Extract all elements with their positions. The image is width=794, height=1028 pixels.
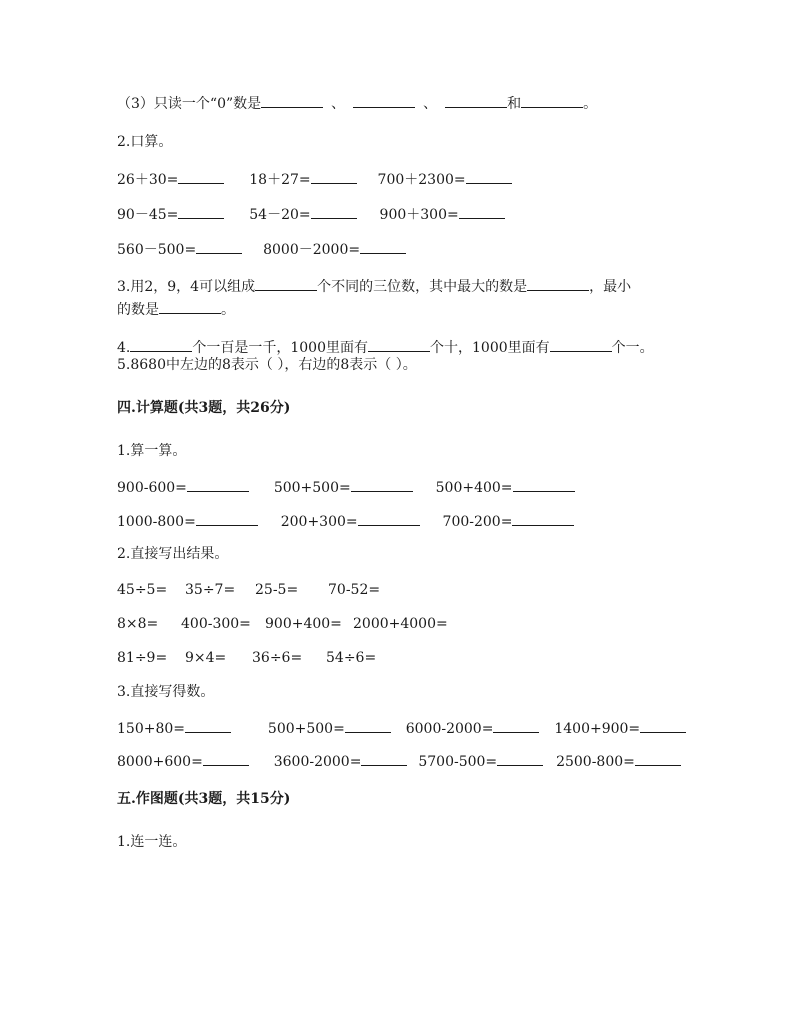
q3-separator: 、 [423, 96, 438, 112]
answer-blank[interactable] [185, 717, 231, 733]
problem: 36÷6= [252, 650, 303, 666]
problem: 6000-2000= [405, 721, 494, 737]
q3-statement [117, 275, 631, 321]
answer-blank[interactable] [466, 168, 512, 184]
answer-blank[interactable] [550, 336, 612, 352]
problem: 35÷7= [185, 582, 236, 598]
text: 个一百是一千，1000里面有 [192, 340, 368, 356]
answer-blank[interactable] [255, 275, 317, 291]
answer-blank[interactable] [311, 168, 357, 184]
problem: 900＋300= [379, 207, 459, 223]
text: 3.用2，9，4可以组成 [117, 279, 256, 295]
answer-blank[interactable] [360, 238, 406, 254]
problem: 700＋2300= [377, 172, 466, 188]
problem: 400-300= [181, 616, 251, 632]
answer-blank[interactable] [368, 336, 430, 352]
answer-blank[interactable] [445, 92, 507, 108]
c2-row-3 [117, 648, 376, 668]
s2-row-3 [117, 238, 406, 260]
problem: 54－20= [249, 207, 311, 223]
problem: 26＋30= [117, 172, 179, 188]
s2-row-2 [117, 203, 505, 225]
problem: 3600-2000= [273, 754, 362, 770]
c1-row-2 [117, 510, 574, 532]
problem: 90－45= [117, 207, 179, 223]
answer-blank[interactable] [493, 717, 539, 733]
text: 4. [117, 340, 131, 356]
answer-blank[interactable] [353, 92, 415, 108]
problem: 5700-500= [418, 754, 498, 770]
answer-blank[interactable] [358, 510, 420, 526]
q5-statement: 5.8680中左边的8表示（ ），右边的8表示（ ）。 [117, 357, 417, 373]
answer-blank[interactable] [345, 717, 391, 733]
problem: 500+400= [435, 480, 513, 496]
answer-blank[interactable] [497, 750, 543, 766]
problem: 500+500= [273, 480, 351, 496]
problem: 18＋27= [249, 172, 311, 188]
answer-blank[interactable] [640, 717, 686, 733]
answer-blank[interactable] [130, 336, 192, 352]
q3-and: 和 [507, 96, 522, 112]
problem: 54÷6= [326, 650, 377, 666]
answer-blank[interactable] [178, 203, 224, 219]
problem: 1000-800= [117, 514, 196, 530]
q3-separator: 、 [331, 96, 346, 112]
s2-row-1 [117, 168, 512, 190]
text: 个一。 [611, 340, 654, 356]
answer-blank[interactable] [159, 298, 221, 314]
problem: 500+500= [267, 721, 345, 737]
calc-2-title: 2.直接写出结果。 [117, 546, 229, 562]
c2-row-2 [117, 614, 448, 634]
c1-row-1 [117, 476, 575, 498]
answer-blank[interactable] [203, 750, 249, 766]
problem: 2500-800= [556, 754, 635, 770]
text: 个十，1000里面有 [430, 340, 550, 356]
answer-blank[interactable] [513, 476, 575, 492]
answer-blank[interactable] [196, 238, 242, 254]
problem: 2000+4000= [353, 616, 448, 632]
problem: 8000－2000= [263, 242, 361, 258]
c3-row-1 [117, 717, 686, 739]
answer-blank[interactable] [635, 750, 681, 766]
draw-1-title: 1.连一连。 [117, 834, 187, 850]
problem: 25-5= [255, 582, 299, 598]
answer-blank[interactable] [521, 92, 583, 108]
answer-blank[interactable] [196, 510, 258, 526]
problem: 45÷5= [117, 582, 168, 598]
problem: 900+400= [265, 616, 342, 632]
answer-blank[interactable] [261, 92, 323, 108]
c3-row-2 [117, 750, 681, 772]
problem: 900-600= [117, 480, 187, 496]
problem: 81÷9= [117, 650, 168, 666]
section-4-heading: 四.计算题(共3题，共26分) [117, 400, 291, 416]
q3-prefix: （3）只读一个“0”数是 [117, 96, 262, 112]
problem: 9×4= [185, 650, 227, 666]
answer-blank[interactable] [512, 510, 574, 526]
q3-line [117, 92, 597, 114]
c2-row-1 [117, 580, 380, 600]
problem: 8000+600= [117, 754, 203, 770]
answer-blank[interactable] [178, 168, 224, 184]
problem: 8×8= [117, 616, 159, 632]
section-5-heading: 五.作图题(共3题，共15分) [117, 791, 291, 807]
problem: 560－500= [117, 242, 197, 258]
problem: 1400+900= [554, 721, 641, 737]
answer-blank[interactable] [459, 203, 505, 219]
calc-3-title: 3.直接写得数。 [117, 684, 215, 700]
q3-end: 。 [583, 96, 598, 112]
answer-blank[interactable] [351, 476, 413, 492]
answer-blank[interactable] [527, 275, 589, 291]
answer-blank[interactable] [361, 750, 407, 766]
problem: 200+300= [280, 514, 358, 530]
text: 。 [221, 302, 235, 318]
section-2-title: 2.口算。 [117, 134, 173, 150]
text: 的数是 [117, 302, 159, 318]
problem: 150+80= [117, 721, 185, 737]
calc-1-title: 1.算一算。 [117, 443, 187, 459]
answer-blank[interactable] [311, 203, 357, 219]
problem: 70-52= [328, 582, 381, 598]
problem: 700-200= [442, 514, 513, 530]
answer-blank[interactable] [187, 476, 249, 492]
text: 个不同的三位数，其中最大的数是 [317, 279, 528, 295]
text: ，最小 [589, 279, 632, 295]
